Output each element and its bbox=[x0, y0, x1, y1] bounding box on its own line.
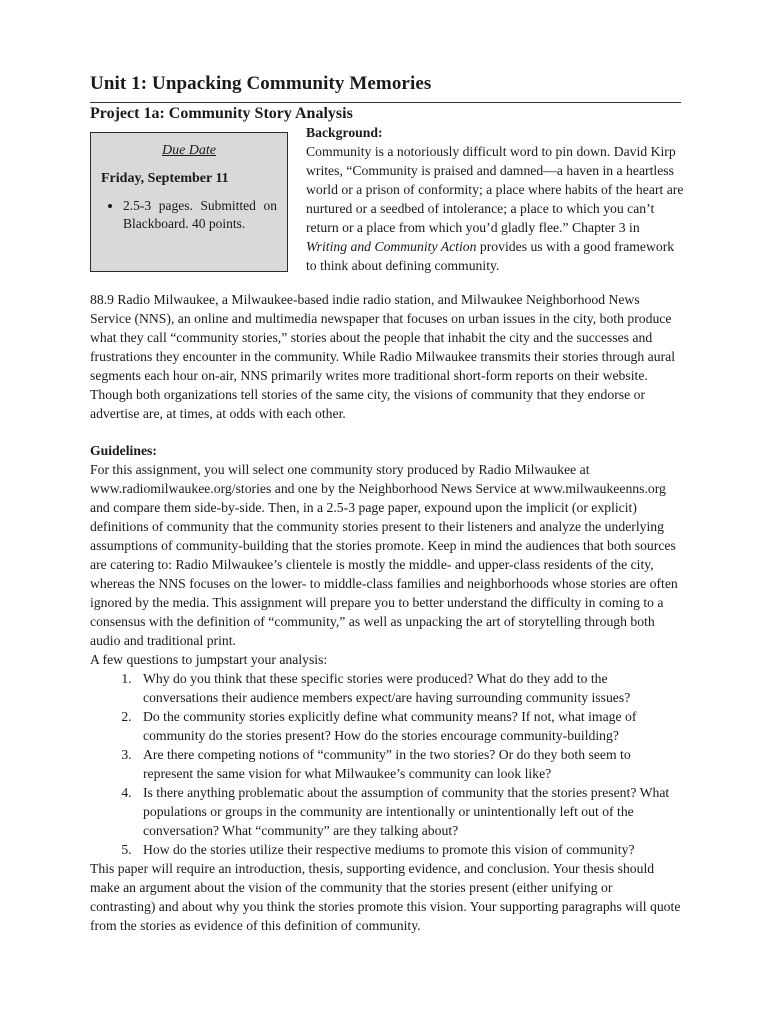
due-detail-item: • 2.5-3 pages. Submitted on Blackboard. 40 points. bbox=[123, 197, 277, 233]
guidelines-section bbox=[90, 441, 681, 935]
intro-paragraph: 88.9 Radio Milwaukee, a Milwaukee-based indie radio station, and Milwaukee Neighborhood News Service (NNS), an online and multimedia newspaper that focuses on urban issues in the city, both produce what they call “community stories,” stories about the people that inhabit the city and the successes and frustrations they encounter in the community. While Radio Milwaukee transmits their stories through aural segments each hour on-air, NNS primarily writes more traditional short-form reports on their website. Though both organizations tell stories of the same city, the visions of community that they endorse or advertise are, at times, at odds with each other. bbox=[90, 292, 676, 421]
question-item: 4. Is there anything problematic about the assumption of community that the stories present? What populations or groups in the community are intentionally or unintentionally left out of the conversation? What “community” are they talking about? bbox=[135, 783, 681, 840]
project-title: Project 1a: Community Story Analysis bbox=[90, 102, 681, 123]
question-item: 2. Do the community stories explicitly define what community means? If not, what image of community do the stories present? How do the stories encourage community-building? bbox=[135, 707, 681, 745]
questions-intro: A few questions to jumpstart your analysis: bbox=[90, 652, 328, 667]
question-item: 1. Why do you think that these specific stories were produced? What do they add to the conversations their audience members expect/are having surrounding community issues? bbox=[135, 669, 681, 707]
questions-list bbox=[90, 669, 681, 859]
due-date-box bbox=[90, 132, 288, 272]
question-item: 3. Are there competing notions of “community” in the two stories? Or do they both seem to represent the same vision for what Milwaukee’s community can look like? bbox=[135, 745, 681, 783]
due-details-list bbox=[101, 197, 277, 233]
due-date-label: Due Date bbox=[161, 143, 217, 158]
background-heading: Background: bbox=[306, 125, 383, 140]
closing-paragraph: This paper will require an introduction, thesis, supporting evidence, and conclusion. Your thesis should make an argument about the vision of the community that the stories present (either unifying or contrasting) and about why you think the stories promote this vision. Your supporting paragraphs will quote from the stories as evidence of this definition of community. bbox=[90, 861, 681, 933]
due-date-value: Friday, September 11 bbox=[101, 171, 229, 186]
background-text bbox=[306, 142, 684, 275]
question-item: 5. How do the stories utilize their respective mediums to promote this vision of community? bbox=[135, 840, 681, 859]
background-text-start: Community is a notoriously difficult word to pin down. David Kirp writes, “Community is praised and damned—a haven in a heartless world or a prison of conformity; a place where habits of the heart are nurtured or a seedbed of intolerance; a place to which you can’t return or a place from which you’d gladly flee.” Chapter 3 in bbox=[306, 144, 684, 235]
unit-title: Unit 1: Unpacking Community Memories bbox=[90, 73, 432, 94]
background-section bbox=[306, 123, 684, 275]
book-title: Writing and Community Action bbox=[306, 239, 477, 254]
guidelines-heading: Guidelines: bbox=[90, 443, 157, 458]
intro-section bbox=[90, 290, 681, 423]
guidelines-paragraph: For this assignment, you will select one community story produced by Radio Milwaukee at www.radiomilwaukee.org/stories and one by the Neighborhood News Service at www.milwaukeenns.org and compare them side-by-side. Then, in a 2.5-3 page paper, expound upon the implicit (or explicit) definitions of community that the community stories present to their listeners and analyze the underlying assumptions of community-building that the stories promote. Keep in mind the audiences that both sources are catering to: Radio Milwaukee’s clientele is mostly the middle- and upper-class residents of the city, whereas the NNS focuses on the lower- to middle-class families and neighborhoods whose stories are often ignored by the media. This assignment will prepare you to better understand the difficulty in coming to a consensus with the definition of “community,” as well as unpacking the art of storytelling through both audio and traditional print. bbox=[90, 462, 678, 648]
background-text-end: provides us with a good framework to think about defining community. bbox=[306, 239, 675, 273]
